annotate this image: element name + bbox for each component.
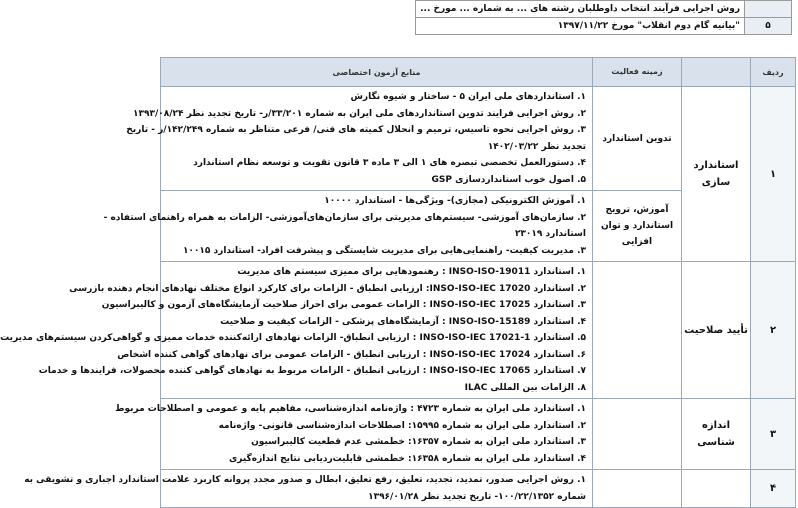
header-field: زمینه فعالیت — [593, 58, 682, 87]
sources-cell — [103, 191, 593, 262]
sources-cell — [115, 399, 593, 470]
source-item: شماره ۱۰۰/۲۲/۱۳۵۲- تاریخ تجدید نظر ۱۳۹۶/۰۱/۲۸ — [368, 491, 586, 502]
source-item: ۱. استاندارد ملی ایران به شماره ۴۷۲۳ : واژه‌نامه اندازه‌شناسی، مفاهیم پایه و عمومی و اصطلاحات مربوط — [115, 404, 586, 414]
header-sources: منابع آزمون اختصاصی — [161, 58, 593, 87]
source-item: ۳. استاندارد INSO-ISO-IEC 17025 : الزامات عمومی برای احراز صلاحیت آزمایشگاه‌های آزمون و کالیبراسیون — [101, 300, 586, 310]
source-item: ۸. الزامات بین المللی ILAC — [464, 382, 586, 393]
reference-row-number — [745, 1, 792, 18]
source-item: ۲. روش اجرایی فرایند تدوین استانداردهای ملی ایران به شماره ۳۳/۲۰۱/ر- تاریخ تجدید نظر ۱۳۹۳/۰۸/۲۴ — [133, 108, 586, 119]
source-item: ۴. دستورالعمل تخصصی تبصره های ۱ الی ۳ ماده ۳ قانون تقویت و توسعه نظام استاندارد — [193, 158, 586, 168]
table-header-row — [161, 58, 796, 87]
source-item: ۲. استاندارد INSO-ISO-IEC 17020: ارزیابی انطباق - الزامات برای کارکرد انواع مختلف نهادهای انجام دهنده بازرسی — [69, 283, 586, 294]
source-item: ۵. استاندارد INSO-ISO-IEC 17021-1 : ارزیابی انطباق- الزامات نهادهای ارائه‌کننده خدمات ممیزی و گواهی‌کردن سیستم‌های مدیریت — [0, 333, 586, 343]
activity-area: استاندارد سازی — [682, 87, 751, 262]
sources-cell — [0, 262, 593, 399]
activity-field: آموزش، ترویج استاندارد و توان افزایی — [593, 191, 682, 262]
reference-row-text: "بیانیه گام دوم انقلاب" مورخ ۱۳۹۷/۱۱/۲۲ — [416, 18, 745, 35]
sources-cell — [126, 87, 593, 191]
source-item: ۲. سازمان‌های آموزشی- سیستم‌های مدیریتی برای سازمان‌های‌آموزشی- الزامات به همراه راهنمای استفاده - — [103, 212, 586, 223]
reference-row — [416, 1, 792, 18]
table-row — [161, 399, 796, 470]
source-item: ۶. استاندارد INSO-ISO-IEC 17024 : ارزیابی انطباق - الزامات عمومی برای نهادهای گواهی کننده اشخاص — [117, 349, 586, 360]
activity-field — [593, 470, 682, 508]
source-item: ۷. استاندارد INSO-ISO-IEC 17065 : ارزیابی انطباق - الزامات مربوط به نهادهای گواهی کننده محصولات، فرایندها و خدمات — [38, 366, 586, 376]
activity-area — [682, 470, 751, 508]
row-number: ۳ — [751, 399, 796, 470]
header-row-number: ردیف — [751, 58, 796, 87]
header-area — [682, 58, 751, 87]
source-item: ۱. استانداردهای ملی ایران ۵ - ساختار و شیوه نگارش — [350, 92, 586, 102]
exam-sources-table — [0, 57, 796, 508]
source-item: ۳. استاندارد ملی ایران به شماره ۱۶۳۵۷: خطمشی عدم قطعیت کالیبراسیون — [251, 437, 586, 447]
activity-field — [593, 399, 682, 470]
source-item: تجدید نظر ۱۴۰۲/۰۳/۲۲ — [487, 141, 586, 152]
activity-area: تأیید صلاحیت — [682, 262, 751, 399]
source-item: ۱. استاندارد INSO-ISO-19011 : رهنمودهایی برای ممیزی سیستم های مدیریت — [237, 267, 586, 277]
source-item: ۳. مدیریت کیفیت- راهنمایی‌هایی برای مدیریت شایستگی و پیشرفت افراد- استاندارد ۱۰۰۱۵ — [182, 245, 586, 256]
activity-area: اندازه شناسی — [682, 399, 751, 470]
source-item: ۲. استاندارد ملی ایران به شماره ۱۵۹۹۵: اصطلاحات اندازه‌شناسی قانونی- واژه‌نامه — [218, 420, 586, 431]
table-row — [161, 87, 796, 191]
row-number: ۲ — [751, 262, 796, 399]
source-item: ۱. روش اجرایی صدور، تمدید، تجدید، تعلیق، رفع تعلیق، ابطال و صدور مجدد پروانه کاربرد علامت استاندارد اجباری و تشویقی به — [24, 475, 586, 485]
source-item: ۴. استاندارد INSO-ISO-15189 : آزمایشگاه‌های پزشکی - الزامات کیفیت و صلاحیت — [220, 316, 586, 327]
reference-row — [416, 18, 792, 35]
reference-row-text: روش اجرایی فرآیند انتخاب داوطلبان رشته های ... به شماره ... مورخ ... — [416, 1, 745, 18]
row-number: ۴ — [751, 470, 796, 508]
activity-field: تدوین استاندارد — [593, 87, 682, 191]
sources-cell — [24, 470, 593, 508]
reference-row-number: ۵ — [745, 18, 792, 35]
source-item: ۳. روش اجرایی نحوه تاسیس، ترمیم و انحلال کمیته های فنی/ فرعی متناظر به شماره ۱۴۲/۲۴۹/ر - تاریخ — [126, 125, 586, 135]
source-item: ۱. آموزش الکترونیکی (مجازی)- ویژگی‌ها - استاندارد ۱۰۰۰۰ — [324, 196, 586, 206]
activity-field — [593, 262, 682, 399]
row-number: ۱ — [751, 87, 796, 262]
source-item: استاندارد ۲۳۰۱۹ — [514, 229, 586, 239]
source-item: ۵. اصول خوب استانداردسازی GSP — [431, 174, 586, 185]
source-item: ۴. استاندارد ملی ایران به شماره ۱۶۳۵۸: خطمشی قابلیت‌ردیابی نتایج اندازه‌گیری — [229, 453, 586, 464]
reference-table — [415, 0, 792, 35]
table-row — [161, 470, 796, 508]
table-row — [161, 262, 796, 399]
